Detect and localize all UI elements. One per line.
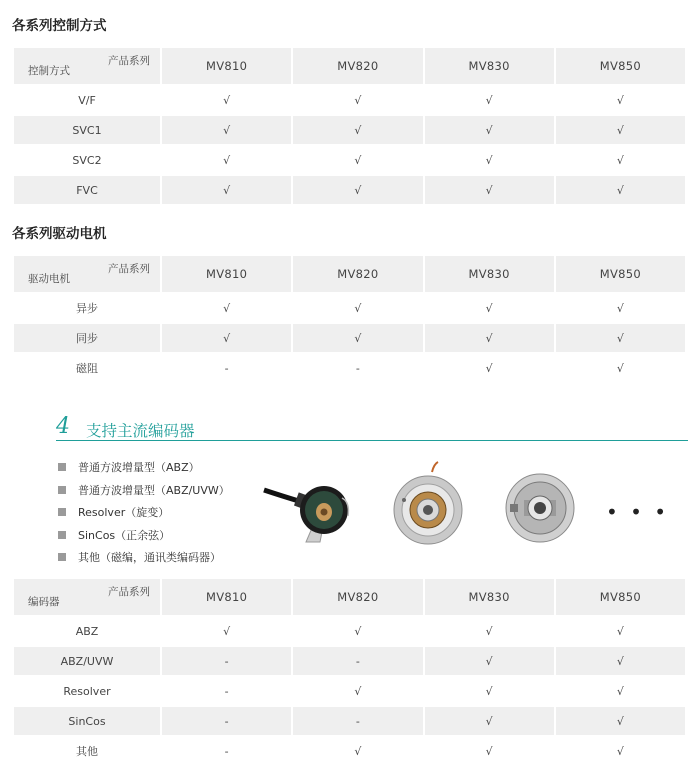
table-corner-cell xyxy=(14,48,160,84)
list-item-label: SinCos（正余弦） xyxy=(78,528,171,542)
support-cell: √ xyxy=(556,737,685,765)
table-row xyxy=(14,737,685,765)
row-label: V/F xyxy=(14,86,160,114)
hollow-shaft-encoder-image xyxy=(502,470,578,546)
list-item-label: 普通方波增量型（ABZ） xyxy=(78,461,200,475)
section-title: 支持主流编码器 xyxy=(86,422,195,440)
row-label: 其他 xyxy=(14,737,160,765)
support-cell: √ xyxy=(293,617,422,645)
support-cell: √ xyxy=(556,86,685,114)
more-encoders-ellipsis: • • • xyxy=(606,500,670,524)
table-row xyxy=(14,294,685,322)
support-cell: - xyxy=(293,707,422,735)
section-number: 4 xyxy=(56,414,70,439)
table-row xyxy=(14,677,685,705)
incremental-encoder-image xyxy=(262,468,358,548)
support-cell: √ xyxy=(556,146,685,174)
support-cell: √ xyxy=(425,294,554,322)
header-product-series: 产品系列 xyxy=(108,55,150,67)
support-cell: √ xyxy=(293,737,422,765)
support-cell: √ xyxy=(425,86,554,114)
support-cell: √ xyxy=(425,677,554,705)
table-corner-cell xyxy=(14,256,160,292)
row-label: SinCos xyxy=(14,707,160,735)
model-header: MV810 xyxy=(162,48,291,84)
support-cell: √ xyxy=(293,677,422,705)
table-corner-cell xyxy=(14,579,160,615)
support-cell: √ xyxy=(425,354,554,382)
model-header: MV830 xyxy=(425,48,554,84)
row-label: FVC xyxy=(14,176,160,204)
resolver-image xyxy=(384,460,468,550)
row-label: 同步 xyxy=(14,324,160,352)
support-cell: √ xyxy=(293,294,422,322)
section-divider xyxy=(56,440,688,441)
list-item-label: 其他（磁编，通讯类编码器） xyxy=(78,551,221,565)
support-cell: √ xyxy=(162,146,291,174)
square-bullet-icon xyxy=(58,553,66,561)
support-cell: - xyxy=(162,677,291,705)
control-mode-title: 各系列控制方式 xyxy=(12,18,107,34)
support-cell: √ xyxy=(425,617,554,645)
support-cell: √ xyxy=(293,146,422,174)
header-row-category: 编码器 xyxy=(28,596,60,608)
support-cell: √ xyxy=(425,324,554,352)
square-bullet-icon xyxy=(58,508,66,516)
row-label: Resolver xyxy=(14,677,160,705)
header-row-category: 控制方式 xyxy=(28,65,70,77)
header-row-category: 驱动电机 xyxy=(28,273,70,285)
row-label: ABZ/UVW xyxy=(14,647,160,675)
support-cell: - xyxy=(162,737,291,765)
support-cell: √ xyxy=(425,146,554,174)
encoder-support-table xyxy=(12,577,687,767)
square-bullet-icon xyxy=(58,531,66,539)
header-product-series: 产品系列 xyxy=(108,263,150,275)
support-cell: √ xyxy=(162,294,291,322)
drive-motor-title: 各系列驱动电机 xyxy=(12,226,107,242)
square-bullet-icon xyxy=(58,486,66,494)
support-cell: √ xyxy=(556,677,685,705)
model-header: MV830 xyxy=(425,256,554,292)
support-cell: - xyxy=(162,647,291,675)
support-cell: √ xyxy=(556,617,685,645)
list-item xyxy=(58,456,230,479)
support-cell: √ xyxy=(425,707,554,735)
model-header: MV830 xyxy=(425,579,554,615)
table-row xyxy=(14,146,685,174)
support-cell: √ xyxy=(556,294,685,322)
drive-motor-table xyxy=(12,254,687,384)
support-cell: √ xyxy=(162,86,291,114)
model-header: MV810 xyxy=(162,256,291,292)
support-cell: √ xyxy=(556,707,685,735)
support-cell: √ xyxy=(162,176,291,204)
table-row xyxy=(14,324,685,352)
list-item-label: Resolver（旋变） xyxy=(78,506,170,520)
row-label: 磁阻 xyxy=(14,354,160,382)
list-item-label: 普通方波增量型（ABZ/UVW） xyxy=(78,483,230,497)
encoder-type-list xyxy=(58,456,230,569)
table-row xyxy=(14,86,685,114)
row-label: 异步 xyxy=(14,294,160,322)
model-header: MV810 xyxy=(162,579,291,615)
table-header-row xyxy=(14,579,685,615)
support-cell: √ xyxy=(556,176,685,204)
list-item xyxy=(58,524,230,547)
control-mode-table xyxy=(12,46,687,206)
support-cell: √ xyxy=(556,354,685,382)
support-cell: √ xyxy=(162,617,291,645)
support-cell: √ xyxy=(425,647,554,675)
header-product-series: 产品系列 xyxy=(108,586,150,598)
support-cell: √ xyxy=(425,737,554,765)
support-cell: √ xyxy=(293,116,422,144)
square-bullet-icon xyxy=(58,463,66,471)
model-header: MV820 xyxy=(293,579,422,615)
row-label: SVC1 xyxy=(14,116,160,144)
table-header-row xyxy=(14,256,685,292)
support-cell: √ xyxy=(162,324,291,352)
row-label: SVC2 xyxy=(14,146,160,174)
model-header: MV820 xyxy=(293,48,422,84)
support-cell: √ xyxy=(556,324,685,352)
table-header-row xyxy=(14,48,685,84)
support-cell: √ xyxy=(556,116,685,144)
list-item xyxy=(58,546,230,569)
table-row xyxy=(14,617,685,645)
model-header: MV850 xyxy=(556,48,685,84)
table-row xyxy=(14,354,685,382)
support-cell: √ xyxy=(293,176,422,204)
support-cell: √ xyxy=(293,324,422,352)
support-cell: √ xyxy=(425,116,554,144)
model-header: MV820 xyxy=(293,256,422,292)
model-header: MV850 xyxy=(556,579,685,615)
row-label: ABZ xyxy=(14,617,160,645)
support-cell: - xyxy=(293,647,422,675)
support-cell: √ xyxy=(425,176,554,204)
support-cell: √ xyxy=(162,116,291,144)
support-cell: - xyxy=(162,707,291,735)
support-cell: - xyxy=(162,354,291,382)
support-cell: - xyxy=(293,354,422,382)
support-cell: √ xyxy=(293,86,422,114)
table-row xyxy=(14,647,685,675)
table-row xyxy=(14,176,685,204)
table-row xyxy=(14,707,685,735)
support-cell: √ xyxy=(556,647,685,675)
table-row xyxy=(14,116,685,144)
list-item xyxy=(58,501,230,524)
model-header: MV850 xyxy=(556,256,685,292)
list-item xyxy=(58,479,230,502)
